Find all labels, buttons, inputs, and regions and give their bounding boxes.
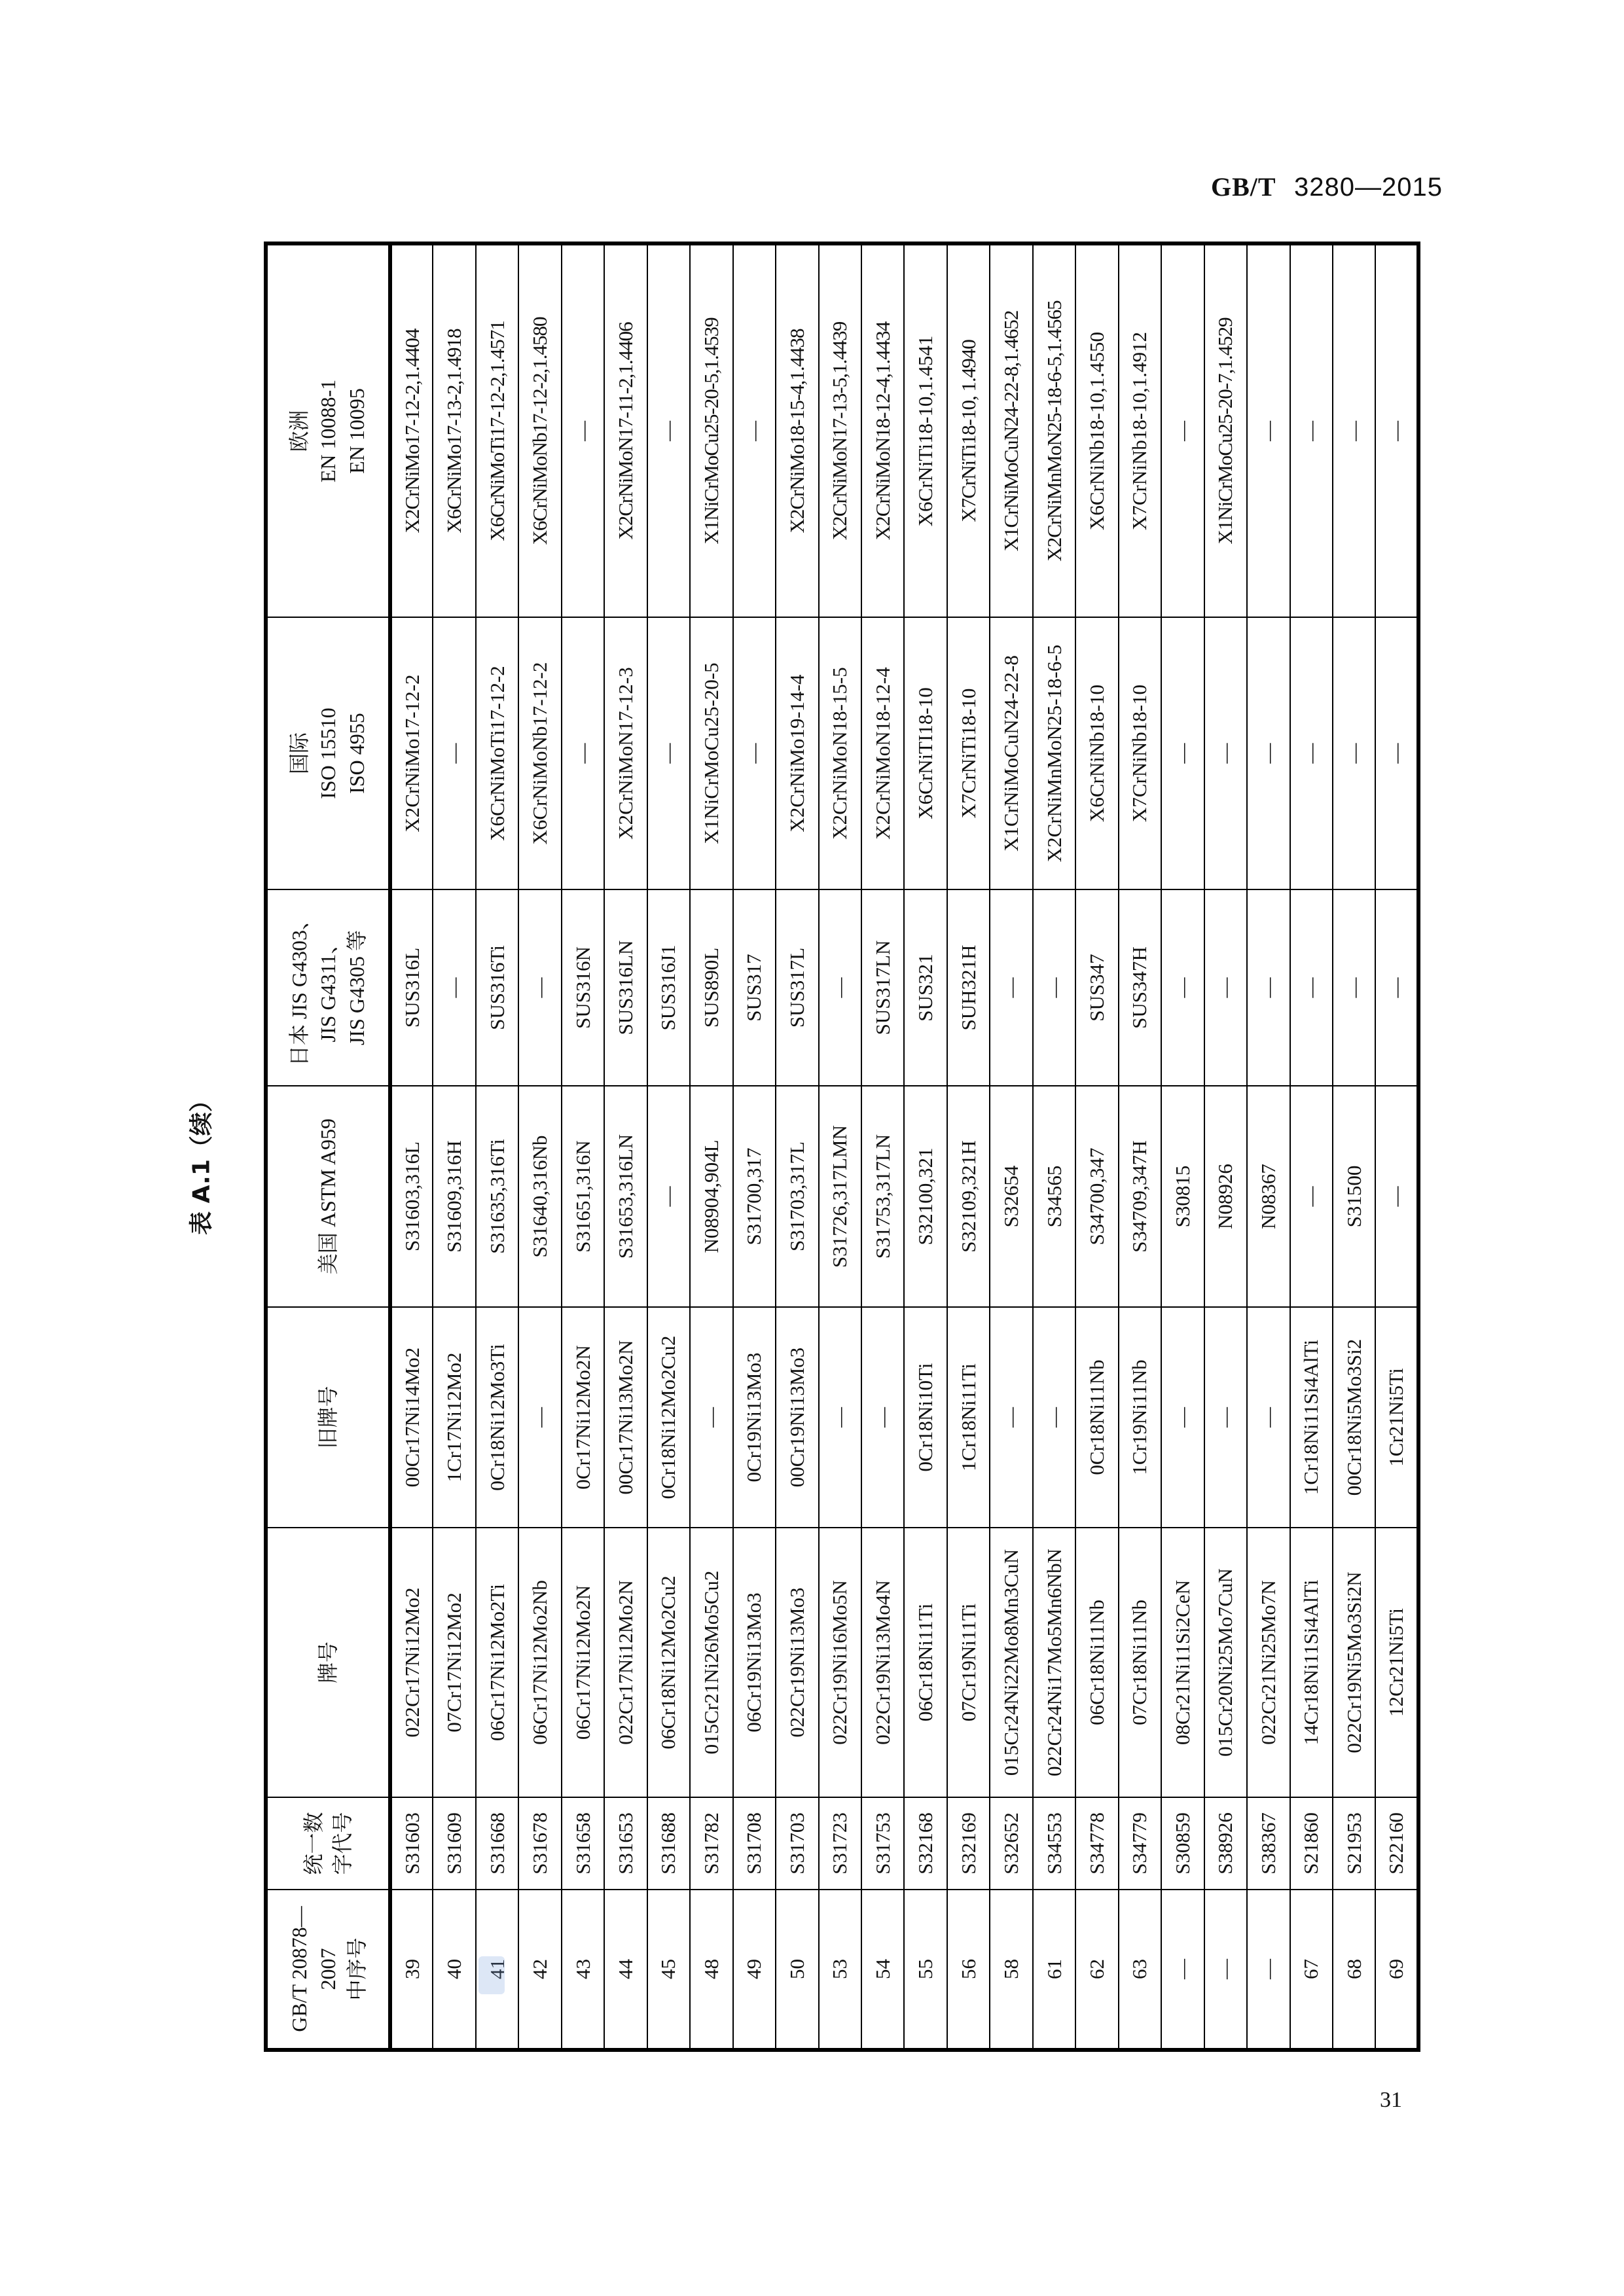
cell-en: X1CrNiMoCuN24-22-8,1.4652 <box>990 243 1032 617</box>
cell-en: — <box>1375 243 1418 617</box>
cell-grade: 022Cr17Ni12Mo2N <box>604 1528 647 1797</box>
cell-jis: — <box>1161 889 1204 1086</box>
cell-unified-code: S31609 <box>433 1797 475 1890</box>
cell-astm: S32654 <box>990 1086 1032 1307</box>
table-caption: 表 A.1（续） <box>188 1088 215 1235</box>
cell-seq-number: 42 <box>518 1890 561 2050</box>
cell-astm: S31651,316N <box>562 1086 604 1307</box>
table-row <box>433 243 475 2050</box>
cell-en: — <box>733 243 776 617</box>
header-line: 字代号 <box>331 1812 354 1875</box>
cell-jis: — <box>433 889 475 1086</box>
cell-astm: S31609,316H <box>433 1086 475 1307</box>
cell-iso: — <box>1161 617 1204 889</box>
cell-grade: 022Cr19Ni16Mo5N <box>819 1528 861 1797</box>
header-line: JIS G4311、 <box>316 933 340 1043</box>
cell-grade: 06Cr18Ni11Ti <box>904 1528 947 1797</box>
cell-seq-number: 39 <box>390 1890 433 2050</box>
cell-unified-code: S31782 <box>690 1797 732 1890</box>
cell-old-grade: — <box>1247 1307 1290 1528</box>
header-jis <box>266 889 390 1086</box>
cell-en: X7CrNiTi18-10, 1.4940 <box>947 243 990 617</box>
cell-seq-number: 48 <box>690 1890 732 2050</box>
cell-old-grade: 1Cr19Ni11Nb <box>1119 1307 1161 1528</box>
cell-unified-code: S38367 <box>1247 1797 1290 1890</box>
cell-grade: 022Cr17Ni12Mo2 <box>390 1528 433 1797</box>
header-en <box>266 243 390 617</box>
header-line: 牌号 <box>316 1641 340 1684</box>
header-old-grade <box>266 1307 390 1528</box>
cell-iso: X1CrNiMoCuN24-22-8 <box>990 617 1032 889</box>
cell-iso: — <box>1204 617 1247 889</box>
cell-old-grade: 0Cr18Ni12Mo3Ti <box>476 1307 518 1528</box>
cell-unified-code: S31708 <box>733 1797 776 1890</box>
cell-jis: — <box>1375 889 1418 1086</box>
cell-en: X6CrNiNb18-10,1.4550 <box>1075 243 1118 617</box>
cell-astm: S32100,321 <box>904 1086 947 1307</box>
header-seq-number <box>266 1890 390 2050</box>
cell-en: X6CrNiTi18-10,1.4541 <box>904 243 947 617</box>
table-row <box>733 243 776 2050</box>
cell-old-grade: 1Cr17Ni12Mo2 <box>433 1307 475 1528</box>
cell-astm: S34565 <box>1033 1086 1075 1307</box>
cell-seq-number: 62 <box>1075 1890 1118 2050</box>
cell-seq-number: 45 <box>647 1890 690 2050</box>
standard-code-header <box>1211 171 1460 202</box>
table-row <box>1333 243 1375 2050</box>
cell-seq-number: 63 <box>1119 1890 1161 2050</box>
cell-seq-number: 53 <box>819 1890 861 2050</box>
standard-code-number: 3280—2015 <box>1294 173 1443 202</box>
cell-grade: 015Cr20Ni25Mo7CuN <box>1204 1528 1247 1797</box>
cell-jis: — <box>1333 889 1375 1086</box>
cell-jis: — <box>819 889 861 1086</box>
table-row <box>1075 243 1118 2050</box>
table-row <box>1247 243 1290 2050</box>
header-line: 统一数 <box>302 1812 325 1875</box>
header-line: GB/T 20878— <box>287 1906 311 2032</box>
cell-unified-code: S31678 <box>518 1797 561 1890</box>
cell-en: — <box>1290 243 1333 617</box>
cell-astm: S31500 <box>1333 1086 1375 1307</box>
cell-iso: — <box>1290 617 1333 889</box>
header-line: EN 10088-1 <box>316 379 340 483</box>
cell-astm: N08926 <box>1204 1086 1247 1307</box>
cell-astm: S31726,317LMN <box>819 1086 861 1307</box>
cell-grade: 08Cr21Ni11Si2CeN <box>1161 1528 1204 1797</box>
cell-astm: — <box>1375 1086 1418 1307</box>
cell-old-grade: 00Cr18Ni5Mo3Si2 <box>1333 1307 1375 1528</box>
cell-grade: 06Cr18Ni12Mo2Cu2 <box>647 1528 690 1797</box>
cell-iso: X2CrNiMoN17-12-3 <box>604 617 647 889</box>
cell-jis: SUS316N <box>562 889 604 1086</box>
cell-grade: 022Cr24Ni17Mo5Mn6NbN <box>1033 1528 1075 1797</box>
cell-grade: 12Cr21Ni5Ti <box>1375 1528 1418 1797</box>
cell-unified-code: S31723 <box>819 1797 861 1890</box>
cell-seq-number: 49 <box>733 1890 776 2050</box>
cell-seq-number: 61 <box>1033 1890 1075 2050</box>
cell-seq-number: 43 <box>562 1890 604 2050</box>
header-line: EN 10095 <box>345 388 369 474</box>
table-row <box>819 243 861 2050</box>
cell-old-grade: 0Cr19Ni13Mo3 <box>733 1307 776 1528</box>
cell-astm: S31653,316LN <box>604 1086 647 1307</box>
cell-astm: S31753,317LN <box>861 1086 904 1307</box>
cell-astm: S31640,316Nb <box>518 1086 561 1307</box>
header-line: 中序号 <box>345 1937 369 2001</box>
cell-unified-code: S34778 <box>1075 1797 1118 1890</box>
cell-astm: N08904,904L <box>690 1086 732 1307</box>
cell-seq-number: — <box>1161 1890 1204 2050</box>
cell-en: X6CrNiMoNb17-12-2,1.4580 <box>518 243 561 617</box>
cell-unified-code: S38926 <box>1204 1797 1247 1890</box>
table-row <box>947 243 990 2050</box>
table-row <box>990 243 1032 2050</box>
cell-jis: — <box>1204 889 1247 1086</box>
cell-seq-number: — <box>1204 1890 1247 2050</box>
cell-iso: X2CrNiMnMoN25-18-6-5 <box>1033 617 1075 889</box>
cell-old-grade: 0Cr18Ni11Nb <box>1075 1307 1118 1528</box>
cell-grade: 022Cr19Ni5Mo3Si2N <box>1333 1528 1375 1797</box>
cell-old-grade: 1Cr18Ni11Ti <box>947 1307 990 1528</box>
header-line: 国际 <box>287 732 311 775</box>
table-row <box>1119 243 1161 2050</box>
table-row <box>690 243 732 2050</box>
cell-jis: SUS316L <box>390 889 433 1086</box>
cell-old-grade: — <box>990 1307 1032 1528</box>
cell-unified-code: S32652 <box>990 1797 1032 1890</box>
cell-iso: X2CrNiMoN18-12-4 <box>861 617 904 889</box>
cell-jis: SUS347 <box>1075 889 1118 1086</box>
header-line: ISO 15510 <box>316 708 340 799</box>
cell-grade: 022Cr19Ni13Mo3 <box>776 1528 818 1797</box>
cell-grade: 015Cr24Ni22Mo8Mn3CuN <box>990 1528 1032 1797</box>
header-line: 美国 ASTM A959 <box>316 1118 340 1275</box>
cell-unified-code: S34779 <box>1119 1797 1161 1890</box>
cell-en: X6CrNiMo17-13-2,1.4918 <box>433 243 475 617</box>
cell-en: X2CrNiMo18-15-4,1.4438 <box>776 243 818 617</box>
cell-old-grade: 00Cr17Ni13Mo2N <box>604 1307 647 1528</box>
header-astm <box>266 1086 390 1307</box>
cell-iso: X6CrNiMoNb17-12-2 <box>518 617 561 889</box>
cell-seq-number: — <box>1247 1890 1290 2050</box>
cell-seq-number: 54 <box>861 1890 904 2050</box>
cell-old-grade: 0Cr18Ni12Mo2Cu2 <box>647 1307 690 1528</box>
cell-iso: X2CrNiMo17-12-2 <box>390 617 433 889</box>
cell-old-grade: — <box>861 1307 904 1528</box>
cell-iso: — <box>733 617 776 889</box>
cell-jis: SUS317 <box>733 889 776 1086</box>
table-row <box>518 243 561 2050</box>
cell-iso: X6CrNiTI18-10 <box>904 617 947 889</box>
cell-jis: SUS317LN <box>861 889 904 1086</box>
cell-unified-code: S22160 <box>1375 1797 1418 1890</box>
cell-grade: 022Cr21Ni25Mo7N <box>1247 1528 1290 1797</box>
cell-iso: X7CrNiTi18-10 <box>947 617 990 889</box>
cell-unified-code: S31653 <box>604 1797 647 1890</box>
cell-unified-code: S34553 <box>1033 1797 1075 1890</box>
cell-grade: 06Cr17Ni12Mo2N <box>562 1528 604 1797</box>
cell-unified-code: S31703 <box>776 1797 818 1890</box>
header-line: 日本 JIS G4303、 <box>287 908 311 1067</box>
cell-iso: X6CrNiNb18-10 <box>1075 617 1118 889</box>
cell-jis: — <box>1290 889 1333 1086</box>
cell-old-grade: — <box>1161 1307 1204 1528</box>
cell-astm: S34709,347H <box>1119 1086 1161 1307</box>
cell-astm: S31603,316L <box>390 1086 433 1307</box>
cell-grade: 07Cr18Ni11Nb <box>1119 1528 1161 1797</box>
cell-unified-code: S21953 <box>1333 1797 1375 1890</box>
cell-seq-number: 55 <box>904 1890 947 2050</box>
cell-grade: 07Cr17Ni12Mo2 <box>433 1528 475 1797</box>
cell-astm: S34700,347 <box>1075 1086 1118 1307</box>
cell-astm: S31703,317L <box>776 1086 818 1307</box>
table-row <box>1161 243 1204 2050</box>
cell-old-grade: — <box>518 1307 561 1528</box>
table-header-row <box>266 243 390 2050</box>
cell-astm: S31635,316Ti <box>476 1086 518 1307</box>
cell-seq-number: 41 <box>476 1890 518 2050</box>
cell-seq-number: 67 <box>1290 1890 1333 2050</box>
cell-en: X2CrNiMo17-12-2,1.4404 <box>390 243 433 617</box>
cell-en: X2CrNiMoN17-11-2,1.4406 <box>604 243 647 617</box>
cell-iso: — <box>433 617 475 889</box>
cell-old-grade: — <box>819 1307 861 1528</box>
comparison-table-container <box>264 245 1420 2052</box>
cell-astm: S30815 <box>1161 1086 1204 1307</box>
cell-iso: X2CrNiMoN18-15-5 <box>819 617 861 889</box>
table-row <box>647 243 690 2050</box>
cell-iso: — <box>647 617 690 889</box>
table-row <box>476 243 518 2050</box>
cell-unified-code: S31658 <box>562 1797 604 1890</box>
cell-grade: 14Cr18Ni11Si4AlTi <box>1290 1528 1333 1797</box>
cell-en: — <box>1333 243 1375 617</box>
cell-old-grade: 0Cr18Ni10Ti <box>904 1307 947 1528</box>
cell-jis: SUS316J1 <box>647 889 690 1086</box>
header-line: JIS G4305 等 <box>345 929 369 1046</box>
standard-code-prefix: GB/T <box>1211 172 1276 202</box>
header-grade <box>266 1528 390 1797</box>
table-row <box>604 243 647 2050</box>
cell-en: X2CrNiMoN18-12-4,1.4434 <box>861 243 904 617</box>
cell-unified-code: S31668 <box>476 1797 518 1890</box>
cell-grade: 022Cr19Ni13Mo4N <box>861 1528 904 1797</box>
cell-iso: X2CrNiMo19-14-4 <box>776 617 818 889</box>
cell-en: X6CrNiMoTi17-12-2,1.4571 <box>476 243 518 617</box>
cell-grade: 07Cr19Ni11Ti <box>947 1528 990 1797</box>
header-line: 旧牌号 <box>316 1386 340 1449</box>
cell-unified-code: S30859 <box>1161 1797 1204 1890</box>
cell-grade: 06Cr17Ni12Mo2Ti <box>476 1528 518 1797</box>
cell-iso: — <box>1247 617 1290 889</box>
table-row <box>861 243 904 2050</box>
cell-en: X1NiCrMoCu25-20-7,1.4529 <box>1204 243 1247 617</box>
cell-old-grade: 00Cr19Ni13Mo3 <box>776 1307 818 1528</box>
cell-unified-code: S31753 <box>861 1797 904 1890</box>
cell-jis: SUS317L <box>776 889 818 1086</box>
cell-astm: S31700,317 <box>733 1086 776 1307</box>
cell-iso: X1NiCrMoCu25-20-5 <box>690 617 732 889</box>
cell-old-grade: — <box>690 1307 732 1528</box>
cell-old-grade: 1Cr21Ni5Ti <box>1375 1307 1418 1528</box>
cell-grade: 06Cr19Ni13Mo3 <box>733 1528 776 1797</box>
cell-seq-number: 56 <box>947 1890 990 2050</box>
cell-astm: — <box>1290 1086 1333 1307</box>
cell-en: X2CrNiMnMoN25-18-6-5,1.4565 <box>1033 243 1075 617</box>
cell-unified-code: S21860 <box>1290 1797 1333 1890</box>
cell-seq-number: 58 <box>990 1890 1032 2050</box>
cell-iso: X7CrNiNb18-10 <box>1119 617 1161 889</box>
cell-seq-number: 68 <box>1333 1890 1375 2050</box>
cell-en: X1NiCrMoCu25-20-5,1.4539 <box>690 243 732 617</box>
table-row <box>1290 243 1333 2050</box>
cell-jis: SUS321 <box>904 889 947 1086</box>
cell-iso: X6CrNiMoTi17-12-2 <box>476 617 518 889</box>
cell-unified-code: S32168 <box>904 1797 947 1890</box>
header-line: 2007 <box>316 1948 340 1990</box>
cell-grade: 06Cr17Ni12Mo2Nb <box>518 1528 561 1797</box>
cell-iso: — <box>1333 617 1375 889</box>
page-number: 31 <box>1380 2088 1402 2112</box>
table-body <box>390 243 1418 2050</box>
cell-unified-code: S31603 <box>390 1797 433 1890</box>
cell-seq-number: 50 <box>776 1890 818 2050</box>
cell-astm: N08367 <box>1247 1086 1290 1307</box>
cell-old-grade: 0Cr17Ni12Mo2N <box>562 1307 604 1528</box>
cell-unified-code: S31688 <box>647 1797 690 1890</box>
cell-jis: — <box>990 889 1032 1086</box>
cell-seq-number: 40 <box>433 1890 475 2050</box>
table-row <box>1204 243 1247 2050</box>
cell-unified-code: S32169 <box>947 1797 990 1890</box>
table-row <box>390 243 433 2050</box>
cell-en: — <box>1161 243 1204 617</box>
table-row <box>904 243 947 2050</box>
cell-jis: SUS347H <box>1119 889 1161 1086</box>
cell-old-grade: 00Cr17Ni14Mo2 <box>390 1307 433 1528</box>
cell-jis: SUH321H <box>947 889 990 1086</box>
cell-jis: SUS890L <box>690 889 732 1086</box>
cell-seq-number: 69 <box>1375 1890 1418 2050</box>
cell-jis: — <box>518 889 561 1086</box>
cell-en: X7CrNiNb18-10,1.4912 <box>1119 243 1161 617</box>
cell-old-grade: 1Cr18Ni11Si4AlTi <box>1290 1307 1333 1528</box>
table-row <box>1033 243 1075 2050</box>
table-row <box>1375 243 1418 2050</box>
cell-old-grade: — <box>1033 1307 1075 1528</box>
header-line: 欧洲 <box>287 410 311 452</box>
cell-en: X2CrNiMoN17-13-5,1.4439 <box>819 243 861 617</box>
cell-jis: SUS316Ti <box>476 889 518 1086</box>
cell-en: — <box>562 243 604 617</box>
cell-jis: — <box>1247 889 1290 1086</box>
table-row <box>776 243 818 2050</box>
header-unified-code <box>266 1797 390 1890</box>
cell-grade: 015Cr21Ni26Mo5Cu2 <box>690 1528 732 1797</box>
cell-en: — <box>1247 243 1290 617</box>
cell-jis: — <box>1033 889 1075 1086</box>
cell-seq-number: 44 <box>604 1890 647 2050</box>
cell-iso: — <box>1375 617 1418 889</box>
watermark-logo <box>478 1956 505 1994</box>
cell-en: — <box>647 243 690 617</box>
table-row <box>562 243 604 2050</box>
cell-jis: SUS316LN <box>604 889 647 1086</box>
cell-old-grade: — <box>1204 1307 1247 1528</box>
header-line: ISO 4955 <box>345 713 369 794</box>
cell-astm: — <box>647 1086 690 1307</box>
header-iso <box>266 617 390 889</box>
cell-astm: S32109,321H <box>947 1086 990 1307</box>
cell-iso: — <box>562 617 604 889</box>
grade-comparison-table <box>264 242 1420 2052</box>
cell-grade: 06Cr18Ni11Nb <box>1075 1528 1118 1797</box>
